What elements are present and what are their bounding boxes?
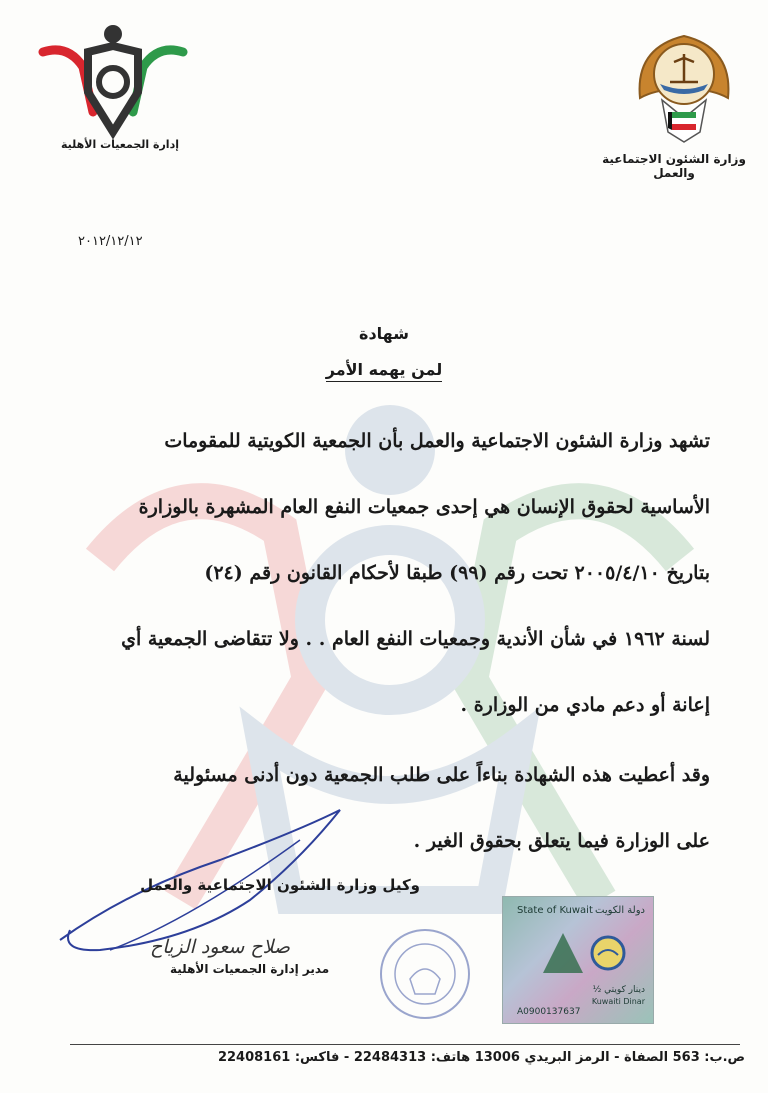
body-line: لسنة ١٩٦٢ في شأن الأندية وجمعيات النفع العام . . ولا تتقاضى الجمعية أي [121,628,710,650]
fiscal-emblem-icon [533,923,633,983]
fiscal-state-en: State of Kuwait [517,905,593,916]
body-line: وقد أعطيت هذه الشهادة بناءاً على طلب الجمعية دون أدنى مسئولية [173,764,710,786]
body-line: تشهد وزارة الشئون الاجتماعية والعمل بأن الجمعية الكويتية للمقومات [164,430,710,452]
certificate-title: شهادة [359,324,409,343]
fiscal-state-ar: دولة الكويت [595,905,645,916]
fiscal-serial: A0900137637 [517,1007,581,1017]
fiscal-value: ½ دينار كويتي [592,985,645,995]
signatory-role: مدير إدارة الجمعيات الأهلية [170,962,330,976]
official-seal [375,924,475,1024]
kuwait-emblem [630,28,738,146]
body-line: إعانة أو دعم مادي من الوزارة . [460,694,710,716]
fiscal-value-en: Kuwaiti Dinar [591,997,645,1006]
signatory-title: وكيل وزارة الشئون الاجتماعية والعمل [140,876,420,894]
document-date: ٢٠١٢/١٢/١٢ [78,234,143,249]
contact-footer: ص.ب: 563 الصفاة - الرمز البريدي 13006 هاتف: 22484313 - فاكس: 22408161 [217,1050,745,1065]
subtitle-text: لمن يهمه الأمر [326,360,443,382]
footer-divider [70,1044,740,1045]
body-line: بتاريخ ٢٠٠٥/٤/١٠ تحت رقم (٩٩) طبقا لأحكام القانون رقم (٢٤) [204,562,710,584]
body-line: على الوزارة فيما يتعلق بحقوق الغير . [413,830,710,852]
left-logo-caption: إدارة الجمعيات الأهلية [61,138,179,151]
signatory-name: صلاح سعود الزياح [150,936,291,958]
body-line: الأساسية لحقوق الإنسان هي إحدى جمعيات النفع العام المشهرة بالوزارة [138,496,710,518]
ministry-caption: وزارة الشئون الاجتماعية والعمل [602,152,746,180]
signature-block [80,876,420,986]
certificate-subtitle [0,360,768,379]
fiscal-stamp [502,896,654,1024]
associations-department-logo [38,22,188,142]
